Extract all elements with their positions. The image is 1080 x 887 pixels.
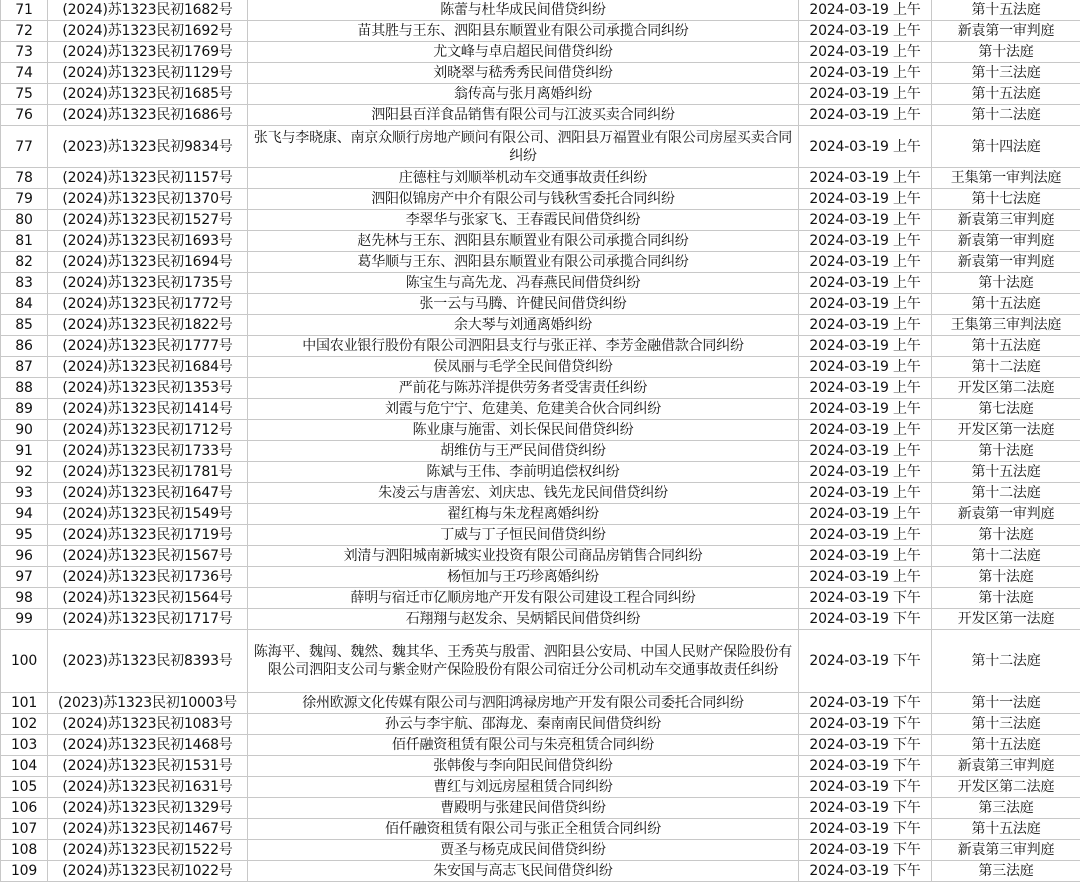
table-row — [1, 420, 1080, 441]
courtroom: 新袁第三审判庭 — [932, 840, 1080, 861]
hearing-time: 2024-03-19 下午 — [799, 609, 932, 630]
case-cause: 刘晓翠与嵇秀秀民间借贷纠纷 — [248, 63, 799, 84]
case-cause: 孙云与李宇航、邵海龙、秦南南民间借贷纠纷 — [248, 714, 799, 735]
courtroom: 第十五法庭 — [932, 294, 1080, 315]
row-number: 85 — [1, 315, 48, 336]
row-number: 79 — [1, 189, 48, 210]
courtroom: 新袁第一审判庭 — [932, 21, 1080, 42]
row-number: 76 — [1, 105, 48, 126]
hearing-time: 2024-03-19 下午 — [799, 798, 932, 819]
table-row — [1, 777, 1080, 798]
table-row — [1, 189, 1080, 210]
courtroom: 第十法庭 — [932, 273, 1080, 294]
courtroom: 第十二法庭 — [932, 630, 1080, 693]
case-number: (2024)苏1323民初1157号 — [48, 168, 248, 189]
case-cause: 佰仟融资租赁有限公司与朱亮租赁合同纠纷 — [248, 735, 799, 756]
case-cause: 侯凤丽与毛学全民间借贷纠纷 — [248, 357, 799, 378]
hearing-time: 2024-03-19 上午 — [799, 63, 932, 84]
table-row — [1, 252, 1080, 273]
case-cause: 陈斌与王伟、李前明追偿权纠纷 — [248, 462, 799, 483]
case-cause: 石翔翔与赵发余、吴炳韬民间借贷纠纷 — [248, 609, 799, 630]
case-number: (2024)苏1323民初1353号 — [48, 378, 248, 399]
courtroom: 开发区第一法庭 — [932, 420, 1080, 441]
courtroom: 第十五法庭 — [932, 819, 1080, 840]
table-row — [1, 504, 1080, 525]
row-number: 98 — [1, 588, 48, 609]
hearing-time: 2024-03-19 上午 — [799, 168, 932, 189]
case-number: (2024)苏1323民初1712号 — [48, 420, 248, 441]
table-row — [1, 714, 1080, 735]
case-cause: 陈蕾与杜华成民间借贷纠纷 — [248, 0, 799, 21]
case-cause: 曹红与刘远房屋租赁合同纠纷 — [248, 777, 799, 798]
courtroom: 第十五法庭 — [932, 462, 1080, 483]
table-row — [1, 315, 1080, 336]
case-number: (2024)苏1323民初1692号 — [48, 21, 248, 42]
hearing-time: 2024-03-19 上午 — [799, 0, 932, 21]
courtroom: 第十二法庭 — [932, 357, 1080, 378]
row-number: 103 — [1, 735, 48, 756]
case-number: (2024)苏1323民初1736号 — [48, 567, 248, 588]
case-number: (2024)苏1323民初1684号 — [48, 357, 248, 378]
courtroom: 第十三法庭 — [932, 63, 1080, 84]
case-number: (2024)苏1323民初1735号 — [48, 273, 248, 294]
row-number: 78 — [1, 168, 48, 189]
hearing-time: 2024-03-19 上午 — [799, 21, 932, 42]
courtroom: 新袁第三审判庭 — [932, 756, 1080, 777]
table-row — [1, 399, 1080, 420]
row-number: 74 — [1, 63, 48, 84]
table-row — [1, 462, 1080, 483]
hearing-time: 2024-03-19 下午 — [799, 819, 932, 840]
case-number: (2024)苏1323民初1781号 — [48, 462, 248, 483]
hearing-time: 2024-03-19 上午 — [799, 546, 932, 567]
table-row — [1, 840, 1080, 861]
case-number: (2024)苏1323民初1527号 — [48, 210, 248, 231]
hearing-time: 2024-03-19 下午 — [799, 756, 932, 777]
table-row — [1, 231, 1080, 252]
courtroom: 第十一法庭 — [932, 693, 1080, 714]
case-cause: 丁威与丁子恒民间借贷纠纷 — [248, 525, 799, 546]
hearing-time: 2024-03-19 上午 — [799, 315, 932, 336]
courtroom: 第十法庭 — [932, 588, 1080, 609]
case-number: (2024)苏1323民初1717号 — [48, 609, 248, 630]
table-row — [1, 84, 1080, 105]
hearing-time: 2024-03-19 上午 — [799, 336, 932, 357]
courtroom: 第十二法庭 — [932, 105, 1080, 126]
case-number: (2024)苏1323民初1772号 — [48, 294, 248, 315]
courtroom: 第十七法庭 — [932, 189, 1080, 210]
case-number: (2024)苏1323民初1083号 — [48, 714, 248, 735]
table-row — [1, 0, 1080, 21]
table-row — [1, 483, 1080, 504]
courtroom: 第三法庭 — [932, 798, 1080, 819]
courtroom: 第七法庭 — [932, 399, 1080, 420]
row-number: 71 — [1, 0, 48, 21]
case-number: (2024)苏1323民初1647号 — [48, 483, 248, 504]
courtroom: 新袁第三审判庭 — [932, 210, 1080, 231]
row-number: 102 — [1, 714, 48, 735]
case-cause: 李翠华与张家飞、王春霞民间借贷纠纷 — [248, 210, 799, 231]
table-row — [1, 588, 1080, 609]
courtroom: 新袁第一审判庭 — [932, 504, 1080, 525]
row-number: 106 — [1, 798, 48, 819]
case-number: (2024)苏1323民初1777号 — [48, 336, 248, 357]
case-cause: 翟红梅与朱龙程离婚纠纷 — [248, 504, 799, 525]
table-row — [1, 210, 1080, 231]
table-row — [1, 336, 1080, 357]
row-number: 107 — [1, 819, 48, 840]
case-cause: 刘霞与危宁宁、危建美、危建美合伙合同纠纷 — [248, 399, 799, 420]
courtroom: 开发区第一法庭 — [932, 609, 1080, 630]
courtroom: 第十五法庭 — [932, 0, 1080, 21]
row-number: 81 — [1, 231, 48, 252]
case-cause: 胡维仿与王严民间借贷纠纷 — [248, 441, 799, 462]
row-number: 91 — [1, 441, 48, 462]
case-cause: 严前花与陈苏洋提供劳务者受害责任纠纷 — [248, 378, 799, 399]
case-number: (2024)苏1323民初1022号 — [48, 861, 248, 882]
row-number: 88 — [1, 378, 48, 399]
courtroom: 开发区第二法庭 — [932, 777, 1080, 798]
row-number: 94 — [1, 504, 48, 525]
case-cause: 薛明与宿迁市亿顺房地产开发有限公司建设工程合同纠纷 — [248, 588, 799, 609]
table-row — [1, 357, 1080, 378]
courtroom: 第十法庭 — [932, 441, 1080, 462]
case-cause: 杨恒加与王巧珍离婚纠纷 — [248, 567, 799, 588]
table-row — [1, 735, 1080, 756]
case-cause: 陈海平、魏闯、魏然、魏其华、王秀英与殷雷、泗阳县公安局、中国人民财产保险股份有限公司泗阳支公司与紫金财产保险股份有限公司宿迁分公司机动车交通事故责任纠纷 — [248, 630, 799, 693]
row-number: 105 — [1, 777, 48, 798]
row-number: 92 — [1, 462, 48, 483]
courtroom: 第十五法庭 — [932, 336, 1080, 357]
hearing-time: 2024-03-19 上午 — [799, 504, 932, 525]
case-cause: 泗阳县百洋食品销售有限公司与江波买卖合同纠纷 — [248, 105, 799, 126]
table-row — [1, 294, 1080, 315]
courtroom: 第十五法庭 — [932, 84, 1080, 105]
hearing-time: 2024-03-19 上午 — [799, 294, 932, 315]
courtroom: 王集第三审判法庭 — [932, 315, 1080, 336]
courtroom: 新袁第一审判庭 — [932, 252, 1080, 273]
table-row — [1, 630, 1080, 693]
hearing-time: 2024-03-19 下午 — [799, 861, 932, 882]
hearing-time: 2024-03-19 上午 — [799, 273, 932, 294]
case-cause: 尤文峰与卓启超民间借贷纠纷 — [248, 42, 799, 63]
case-number: (2024)苏1323民初1414号 — [48, 399, 248, 420]
courtroom: 第十二法庭 — [932, 483, 1080, 504]
table-row — [1, 609, 1080, 630]
table-row — [1, 861, 1080, 882]
hearing-time: 2024-03-19 上午 — [799, 210, 932, 231]
courtroom: 第十法庭 — [932, 567, 1080, 588]
hearing-time: 2024-03-19 上午 — [799, 357, 932, 378]
case-number: (2024)苏1323民初1769号 — [48, 42, 248, 63]
row-number: 73 — [1, 42, 48, 63]
row-number: 104 — [1, 756, 48, 777]
case-cause: 陈业康与施雷、刘长保民间借贷纠纷 — [248, 420, 799, 441]
row-number: 99 — [1, 609, 48, 630]
case-number: (2024)苏1323民初1693号 — [48, 231, 248, 252]
case-number: (2024)苏1323民初1564号 — [48, 588, 248, 609]
table-row — [1, 21, 1080, 42]
row-number: 95 — [1, 525, 48, 546]
hearing-time: 2024-03-19 上午 — [799, 567, 932, 588]
hearing-time: 2024-03-19 上午 — [799, 441, 932, 462]
table-row — [1, 798, 1080, 819]
case-number: (2024)苏1323民初1694号 — [48, 252, 248, 273]
row-number: 97 — [1, 567, 48, 588]
case-cause: 葛华顺与王东、泗阳县东顺置业有限公司承揽合同纠纷 — [248, 252, 799, 273]
courtroom: 第十法庭 — [932, 42, 1080, 63]
hearing-time: 2024-03-19 上午 — [799, 231, 932, 252]
table-row — [1, 105, 1080, 126]
case-number: (2024)苏1323民初1329号 — [48, 798, 248, 819]
row-number: 83 — [1, 273, 48, 294]
hearing-time: 2024-03-19 上午 — [799, 84, 932, 105]
table-row — [1, 756, 1080, 777]
table-row — [1, 546, 1080, 567]
case-cause: 朱凌云与唐善宏、刘庆忠、钱先龙民间借贷纠纷 — [248, 483, 799, 504]
hearing-time: 2024-03-19 上午 — [799, 189, 932, 210]
courtroom: 开发区第二法庭 — [932, 378, 1080, 399]
table-row — [1, 441, 1080, 462]
case-number: (2023)苏1323民初10003号 — [48, 693, 248, 714]
hearing-time: 2024-03-19 下午 — [799, 630, 932, 693]
hearing-time: 2024-03-19 上午 — [799, 420, 932, 441]
case-number: (2024)苏1323民初1468号 — [48, 735, 248, 756]
hearing-time: 2024-03-19 上午 — [799, 252, 932, 273]
hearing-time: 2024-03-19 下午 — [799, 840, 932, 861]
hearing-time: 2024-03-19 上午 — [799, 483, 932, 504]
case-number: (2024)苏1323民初1682号 — [48, 0, 248, 21]
hearing-time: 2024-03-19 上午 — [799, 525, 932, 546]
row-number: 77 — [1, 126, 48, 168]
table-row — [1, 168, 1080, 189]
hearing-time: 2024-03-19 上午 — [799, 126, 932, 168]
case-cause: 赵先林与王东、泗阳县东顺置业有限公司承揽合同纠纷 — [248, 231, 799, 252]
case-number: (2024)苏1323民初1531号 — [48, 756, 248, 777]
table-row — [1, 42, 1080, 63]
case-cause: 张飞与李晓康、南京众顺行房地产顾问有限公司、泗阳县万福置业有限公司房屋买卖合同纠纷 — [248, 126, 799, 168]
row-number: 100 — [1, 630, 48, 693]
row-number: 80 — [1, 210, 48, 231]
table-row — [1, 378, 1080, 399]
courtroom: 新袁第一审判庭 — [932, 231, 1080, 252]
hearing-time: 2024-03-19 下午 — [799, 714, 932, 735]
row-number: 86 — [1, 336, 48, 357]
row-number: 87 — [1, 357, 48, 378]
table-row — [1, 819, 1080, 840]
courtroom: 第三法庭 — [932, 861, 1080, 882]
case-cause: 中国农业银行股份有限公司泗阳县支行与张正祥、李芳金融借款合同纠纷 — [248, 336, 799, 357]
row-number: 89 — [1, 399, 48, 420]
row-number: 84 — [1, 294, 48, 315]
case-cause: 徐州欧源文化传媒有限公司与泗阳鸿禄房地产开发有限公司委托合同纠纷 — [248, 693, 799, 714]
row-number: 101 — [1, 693, 48, 714]
table-row — [1, 693, 1080, 714]
case-cause: 刘清与泗阳城南新城实业投资有限公司商品房销售合同纠纷 — [248, 546, 799, 567]
case-number: (2024)苏1323民初1549号 — [48, 504, 248, 525]
hearing-time: 2024-03-19 上午 — [799, 42, 932, 63]
table-row — [1, 63, 1080, 84]
case-number: (2024)苏1323民初1686号 — [48, 105, 248, 126]
case-cause: 佰仟融资租赁有限公司与张正全租赁合同纠纷 — [248, 819, 799, 840]
courtroom: 第十五法庭 — [932, 735, 1080, 756]
case-number: (2024)苏1323民初1567号 — [48, 546, 248, 567]
case-number: (2024)苏1323民初1370号 — [48, 189, 248, 210]
case-number: (2024)苏1323民初1733号 — [48, 441, 248, 462]
row-number: 93 — [1, 483, 48, 504]
courtroom: 第十三法庭 — [932, 714, 1080, 735]
courtroom: 第十二法庭 — [932, 546, 1080, 567]
courtroom: 第十四法庭 — [932, 126, 1080, 168]
table-row — [1, 273, 1080, 294]
hearing-time: 2024-03-19 下午 — [799, 588, 932, 609]
case-number: (2024)苏1323民初1129号 — [48, 63, 248, 84]
case-cause: 苗其胜与王东、泗阳县东顺置业有限公司承揽合同纠纷 — [248, 21, 799, 42]
case-cause: 张韩俊与李向阳民间借贷纠纷 — [248, 756, 799, 777]
row-number: 108 — [1, 840, 48, 861]
case-number: (2024)苏1323民初1467号 — [48, 819, 248, 840]
case-cause: 泗阳似锦房产中介有限公司与钱秋雪委托合同纠纷 — [248, 189, 799, 210]
courtroom: 第十法庭 — [932, 525, 1080, 546]
row-number: 96 — [1, 546, 48, 567]
case-number: (2024)苏1323民初1822号 — [48, 315, 248, 336]
hearing-time: 2024-03-19 上午 — [799, 462, 932, 483]
schedule-rows — [1, 0, 1080, 882]
case-number: (2024)苏1323民初1685号 — [48, 84, 248, 105]
case-cause: 贾圣与杨克成民间借贷纠纷 — [248, 840, 799, 861]
hearing-time: 2024-03-19 下午 — [799, 693, 932, 714]
case-number: (2024)苏1323民初1522号 — [48, 840, 248, 861]
case-number: (2023)苏1323民初9834号 — [48, 126, 248, 168]
courtroom: 王集第一审判法庭 — [932, 168, 1080, 189]
row-number: 109 — [1, 861, 48, 882]
case-cause: 曹殿明与张建民间借贷纠纷 — [248, 798, 799, 819]
hearing-time: 2024-03-19 上午 — [799, 399, 932, 420]
row-number: 90 — [1, 420, 48, 441]
case-cause: 朱安国与高志飞民间借贷纠纷 — [248, 861, 799, 882]
case-cause: 余大琴与刘通离婚纠纷 — [248, 315, 799, 336]
case-number: (2024)苏1323民初1631号 — [48, 777, 248, 798]
hearing-time: 2024-03-19 上午 — [799, 378, 932, 399]
table-row — [1, 525, 1080, 546]
case-number: (2024)苏1323民初1719号 — [48, 525, 248, 546]
hearing-time: 2024-03-19 上午 — [799, 105, 932, 126]
row-number: 82 — [1, 252, 48, 273]
row-number: 72 — [1, 21, 48, 42]
case-cause: 陈宝生与高先龙、冯春燕民间借贷纠纷 — [248, 273, 799, 294]
case-cause: 张一云与马腾、许健民间借贷纠纷 — [248, 294, 799, 315]
case-cause: 庄德柱与刘顺举机动车交通事故责任纠纷 — [248, 168, 799, 189]
case-number: (2023)苏1323民初8393号 — [48, 630, 248, 693]
table-row — [1, 567, 1080, 588]
row-number: 75 — [1, 84, 48, 105]
case-cause: 翁传高与张月离婚纠纷 — [248, 84, 799, 105]
hearing-time: 2024-03-19 下午 — [799, 777, 932, 798]
table-row — [1, 126, 1080, 168]
hearing-time: 2024-03-19 下午 — [799, 735, 932, 756]
